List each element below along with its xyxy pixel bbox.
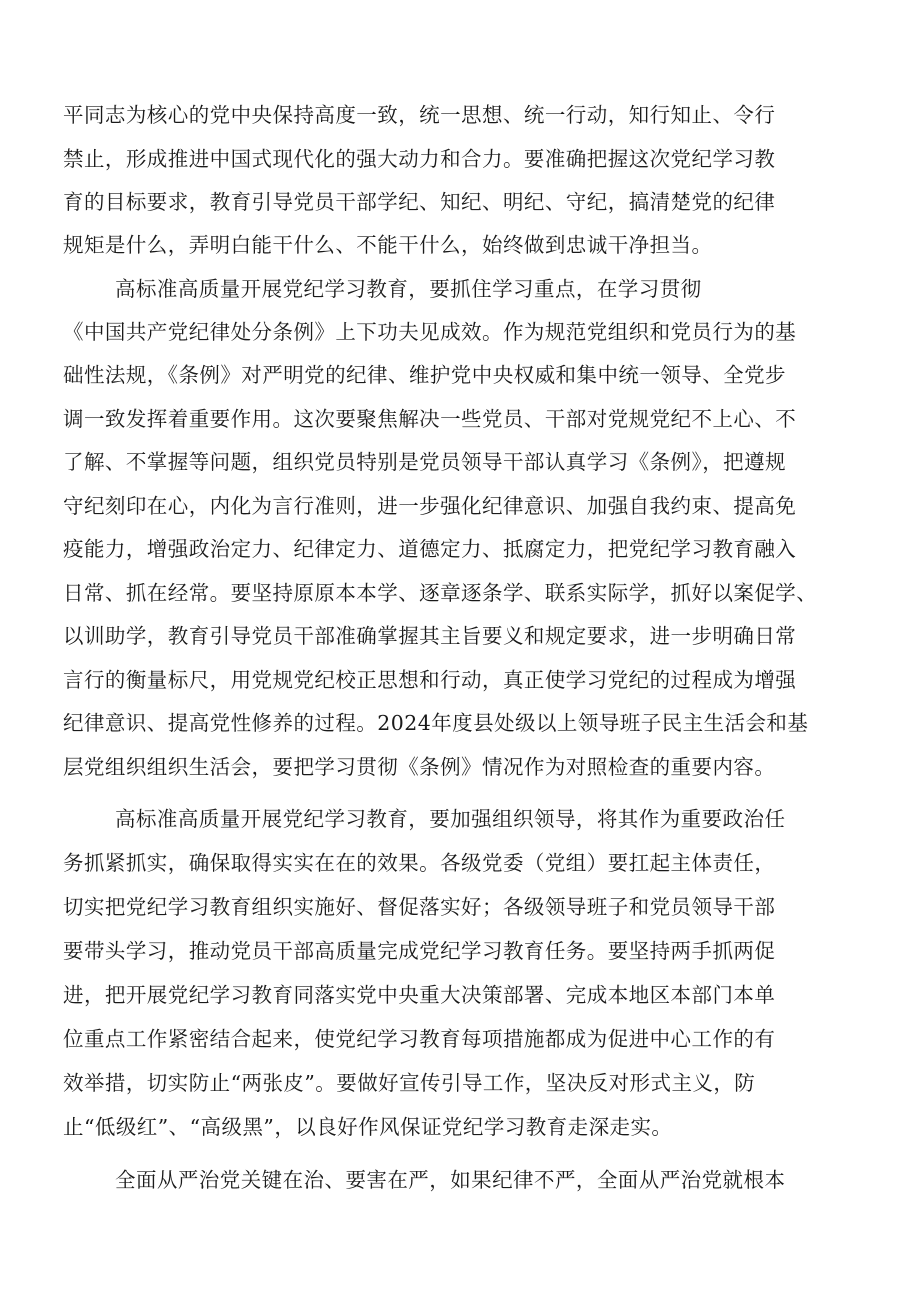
text-line: 止“低级红”、“高级黑”，以良好作风保证党纪学习教育走深走实。 — [63, 1115, 673, 1139]
text-line: 以训助学，教育引导党员干部准确掌握其主旨要义和规定要求，进一步明确日常 — [63, 624, 797, 648]
text-line: 言行的衡量标尺，用党规党纪校正思想和行动，真正使学习党纪的过程成为增强 — [63, 668, 797, 692]
text-line: 础性法规，《条例》对严明党的纪律、维护党中央权威和集中统一领导、全党步 — [63, 363, 786, 387]
text-line: 守纪刻印在心，内化为言行准则，进一步强化纪律意识、加强自我约束、提高免 — [63, 494, 797, 518]
text-line: 务抓紧抓实，确保取得实实在在的效果。各级党委（党组）要扛起主体责任， — [63, 851, 776, 875]
text-line: 禁止，形成推进中国式现代化的强大动力和合力。要准确把握这次党纪学习教 — [63, 147, 776, 171]
text-line: 效举措，切实防止“两张皮”。要做好宣传引导工作，坚决反对形式主义，防 — [63, 1071, 756, 1095]
text-line: 进，把开展党纪学习教育同落实党中央重大决策部署、完成本地区本部门本单 — [63, 983, 776, 1007]
text-line: 育的目标要求，教育引导党员干部学纪、知纪、明纪、守纪，搞清楚党的纪律 — [63, 190, 776, 214]
text-line: 平同志为核心的党中央保持高度一致，统一思想、统一行动，知行知止、令行 — [63, 103, 776, 127]
text-line: 《中国共产党纪律处分条例》上下功夫见成效。作为规范党组织和党员行为的基 — [63, 320, 797, 344]
text-line: 调一致发挥着重要作用。这次要聚焦解决一些党员、干部对党规党纪不上心、不 — [63, 407, 797, 431]
text-line: 疫能力，增强政治定力、纪律定力、道德定力、抵腐定力，把党纪学习教育融入 — [63, 537, 797, 561]
text-line: 层党组织组织生活会，要把学习贯彻《条例》情况作为对照检查的重要内容。 — [63, 755, 776, 779]
text-line: 切实把党纪学习教育组织实施好、督促落实好；各级领导班子和党员领导干部 — [63, 895, 776, 919]
paragraph-first-line: 高标准高质量开展党纪学习教育，要加强组织领导，将其作为重要政治任 — [115, 807, 786, 831]
text-line: 日常、抓在经常。要坚持原原本本学、逐章逐条学、联系实际学，抓好以案促学、 — [63, 581, 818, 605]
paragraph-first-line: 全面从严治党关键在治、要害在严，如果纪律不严，全面从严治党就根本 — [115, 1168, 786, 1192]
paragraph-first-line: 高标准高质量开展党纪学习教育，要抓住学习重点，在学习贯彻 — [115, 277, 702, 301]
text-line: 规矩是什么，弄明白能干什么、不能干什么，始终做到忠诚干净担当。 — [63, 233, 713, 257]
text-line: 位重点工作紧密结合起来，使党纪学习教育每项措施都成为促进中心工作的有 — [63, 1027, 776, 1051]
text-line: 了解、不掌握等问题，组织党员特别是党员领导干部认真学习《条例》，把遵规 — [63, 450, 786, 474]
text-line: 纪律意识、提高党性修养的过程。2024年度县处级以上领导班子民主生活会和基 — [63, 711, 809, 735]
text-line: 要带头学习，推动党员干部高质量完成党纪学习教育任务。要坚持两手抓两促 — [63, 939, 776, 963]
